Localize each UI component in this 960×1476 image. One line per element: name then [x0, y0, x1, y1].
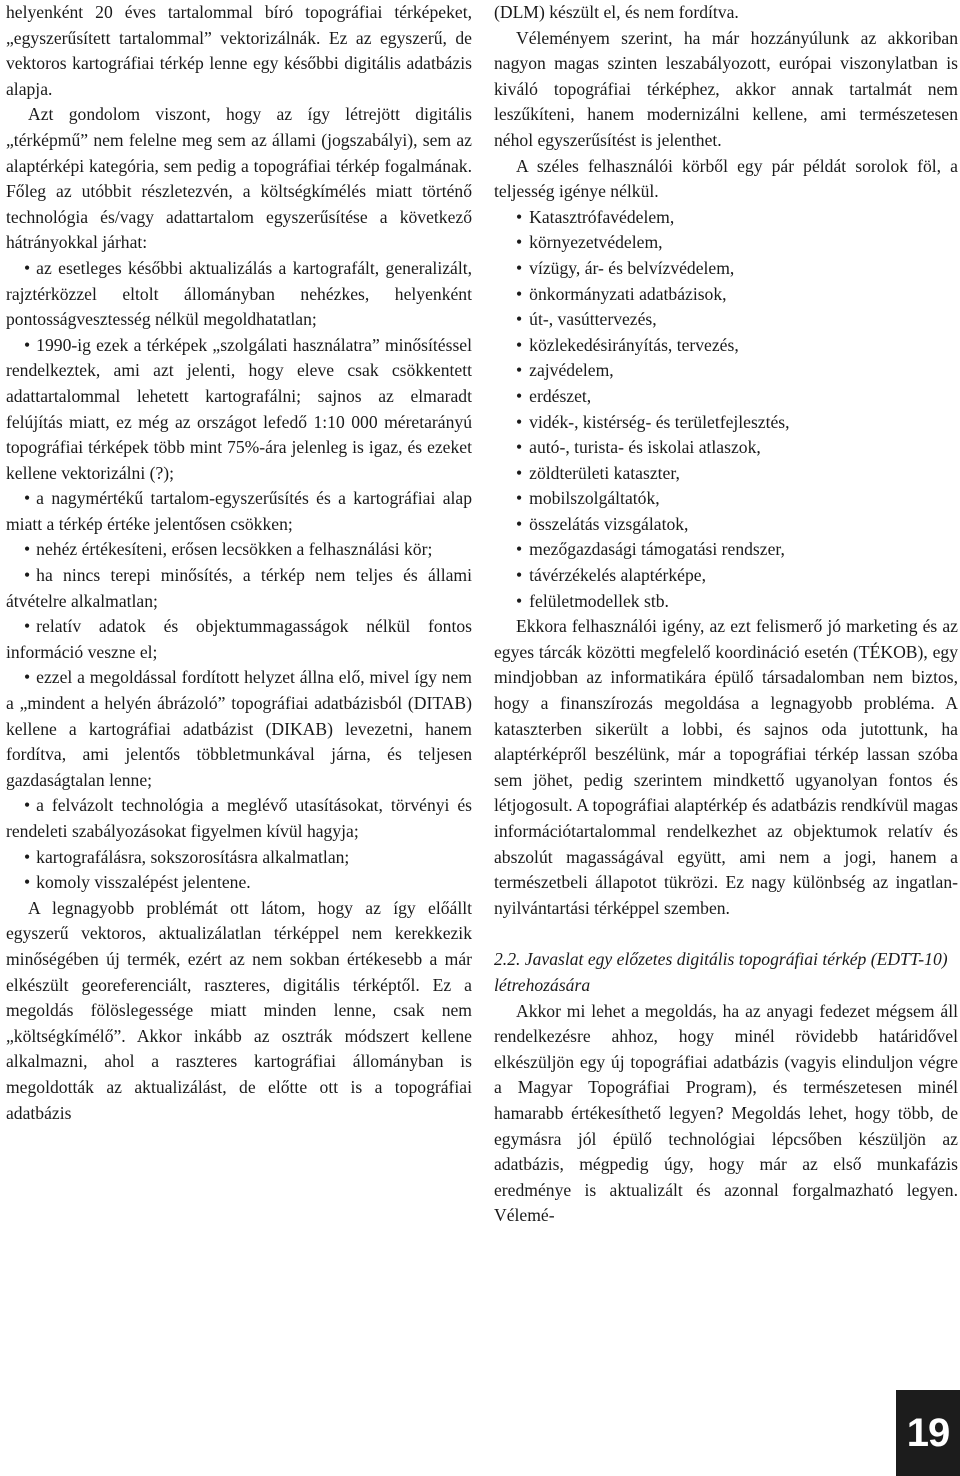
list-item	[516, 537, 958, 563]
bullet-icon: •	[516, 462, 523, 483]
bullet-icon: •	[24, 334, 31, 355]
bullet-icon: •	[516, 565, 523, 586]
bullet-item	[6, 563, 472, 614]
bullet-icon: •	[516, 232, 523, 253]
paragraph: A legnagyobb problémát ott látom, hogy az így előállt egyszerű vektoros, aktualizálatlan térképpel nem kerekkezik minőségében új termék, ezért az nem sokban értékesebb a már elkészült georeferenciált, raszteres, digitális térképtől. Ez a megoldás fölöslegessége miatt minden lenne, csak nem „költségkímélő”. Akkor inkább az osztrák módszert kellene alkalmazni, ahol a raszteres kartográfiai állományban is megoldották az aktualizálást, de előtte ott is a topográfiai adatbázis	[6, 897, 472, 1123]
paragraph: Akkor mi lehet a megoldás, ha az anyagi fedezet mégsem áll rendelkezésre ahhoz, hogy minél rövidebb határidővel elkészüljön egy új topográfiai adatbázis (vagyis elinduljon végre a Magyar Topográfiai Program), és természetesen minél hamarabb értékesíthető legyen? Megoldás lehet, hogy több, de egymásra jól épülő technológiai lépcsőben készüljön az adatbázis, mégpedig úgy, hogy már az első munkafázis eredménye is aktualizált és azonnal forgalmazható legyen. Vélemé-	[494, 1000, 958, 1226]
list-item	[516, 333, 958, 359]
bullet-icon: •	[24, 795, 31, 816]
bullet-text: komoly visszalépést jelentene.	[36, 872, 251, 893]
list-item-text: Katasztrófavédelem,	[529, 206, 675, 227]
list-item	[516, 256, 958, 282]
list-item-text: vízügy, ár- és belvízvédelem,	[529, 257, 735, 278]
section-heading: 2.2. Javaslat egy előzetes digitális topográfiai térkép (EDTT-10) létrehozására	[494, 949, 948, 995]
bullet-item	[6, 333, 472, 487]
bullet-text: az esetleges későbbi aktualizálás a kartografált, generalizált, rajztérközzel eltolt állományban nehézkes, helyenként pontosságvesztesség nélkül megoldhatatlan;	[6, 257, 472, 330]
bullet-icon: •	[516, 206, 523, 227]
paragraph: Véleményem szerint, ha már hozzányúlunk az akkoriban nagyon magas szinten leszabályozott, európai viszonylatban is kiváló topográfiai térképhez, akkor annak tartalmát nem leszűkíteni, hanem modernizálni kellene, ami természetesen néhol egyszerűsítést is jelenthet.	[494, 27, 958, 150]
list-item-text: távérzékelés alaptérképe,	[529, 565, 706, 586]
bullet-text: kartografálásra, sokszorosításra alkalmatlan;	[36, 846, 350, 867]
list-item-text: út-, vasúttervezés,	[529, 309, 657, 330]
list-item	[516, 358, 958, 384]
list-item-text: közlekedésirányítás, tervezés,	[529, 334, 739, 355]
left-column	[6, 0, 472, 1126]
bullet-icon: •	[516, 283, 523, 304]
list-item-text: zajvédelem,	[529, 360, 614, 381]
bullet-icon: •	[516, 257, 523, 278]
bullet-icon: •	[24, 846, 31, 867]
list-item-text: autó-, turista- és iskolai atlaszok,	[529, 437, 761, 458]
bullet-text: a nagymértékű tartalom-egyszerűsítés és a kartográfiai alap miatt a térkép értéke jelentősen csökken;	[6, 488, 472, 534]
list-item-text: mezőgazdasági támogatási rendszer,	[529, 539, 785, 560]
usage-list	[494, 205, 958, 615]
list-item-text: önkormányzati adatbázisok,	[529, 283, 727, 304]
list-item-text: mobilszolgáltatók,	[529, 488, 660, 509]
paragraph: A széles felhasználói körből egy pár példát sorolok föl, a teljesség igénye nélkül.	[494, 155, 958, 202]
bullet-icon: •	[516, 437, 523, 458]
bullet-item	[6, 845, 472, 871]
list-item	[516, 461, 958, 487]
bullet-list	[6, 256, 472, 896]
paragraph: (DLM) készült el, és nem fordítva.	[494, 2, 739, 22]
bullet-item	[6, 256, 472, 333]
bullet-icon: •	[516, 334, 523, 355]
list-item	[516, 512, 958, 538]
bullet-item	[6, 614, 472, 665]
list-item-text: zöldterületi kataszter,	[529, 462, 680, 483]
bullet-icon: •	[24, 539, 31, 560]
list-item	[516, 589, 958, 615]
list-item	[516, 205, 958, 231]
right-column	[494, 0, 958, 1229]
list-item	[516, 410, 958, 436]
bullet-icon: •	[516, 411, 523, 432]
list-item	[516, 230, 958, 256]
bullet-icon: •	[516, 539, 523, 560]
bullet-text: ezzel a megoldással fordított helyzet állna elő, mivel így nem a „mindent a helyén ábrázoló” topográfiai adatbázisból (DITAB) kellene a kartográfiai adatbázist (DIKAB) levezetni, hanem fordítva, ami jelentős többletmunkával járna, és teljesen gazdaságtalan lenne;	[6, 667, 472, 790]
list-item-text: vidék-, kistérség- és területfejlesztés,	[529, 411, 790, 432]
list-item-text: környezetvédelem,	[529, 232, 663, 253]
bullet-text: 1990-ig ezek a térképek „szolgálati használatra” minősítéssel rendelkeztek, ami azt jelenti, hogy eleve csak csökkentett adattartalommal lehetett kartografálni; sajnos az elmaradt felújítás miatt, ez még az országot lefedő 1:10 000 méretarányú topográfiai térképek több mint 75%-ára jelenleg is igaz, és ezeket kellene vektorizálni (?);	[6, 334, 472, 483]
bullet-icon: •	[516, 309, 523, 330]
list-item-text: felületmodellek stb.	[529, 590, 669, 611]
bullet-item	[6, 486, 472, 537]
list-item-text: erdészet,	[529, 385, 592, 406]
bullet-icon: •	[24, 872, 31, 893]
bullet-item	[6, 665, 472, 793]
bullet-item	[6, 870, 472, 896]
bullet-text: nehéz értékesíteni, erősen lecsökken a felhasználási kör;	[36, 539, 433, 560]
bullet-icon: •	[24, 488, 31, 509]
bullet-icon: •	[516, 360, 523, 381]
list-item	[516, 435, 958, 461]
bullet-icon: •	[516, 488, 523, 509]
paragraph: helyenként 20 éves tartalommal bíró topográfiai térképeket, „egyszerűsített tartalommal” vektorizálnák. Ez az egyszerű, de vektoros kartográfiai térkép lenne egy későbbi digitális adatbázis alapja.	[6, 2, 472, 99]
list-item-text: összelátás vizsgálatok,	[529, 513, 689, 534]
bullet-icon: •	[516, 590, 523, 611]
list-item	[516, 282, 958, 308]
bullet-icon: •	[24, 565, 31, 586]
bullet-icon: •	[24, 667, 31, 688]
bullet-item	[6, 793, 472, 844]
list-item	[516, 384, 958, 410]
bullet-icon: •	[516, 385, 523, 406]
list-item	[516, 307, 958, 333]
bullet-icon: •	[516, 513, 523, 534]
bullet-item	[6, 537, 472, 563]
bullet-text: a felvázolt technológia a meglévő utasításokat, törvényi és rendeleti szabályozásokat figyelmen kívül hagyja;	[6, 795, 472, 841]
list-item	[516, 563, 958, 589]
bullet-icon: •	[24, 616, 31, 637]
page-number: 19	[896, 1390, 960, 1476]
bullet-text: ha nincs terepi minősítés, a térkép nem teljes és állami átvételre alkalmatlan;	[6, 565, 472, 611]
list-item	[516, 486, 958, 512]
bullet-text: relatív adatok és objektummagasságok nélkül fontos információ veszne el;	[6, 616, 472, 662]
paragraph: Azt gondolom viszont, hogy az így létrejött digitális „térképmű” nem felelne meg sem az állami (jogszabályi), sem az alaptérképi kategória, sem pedig a topográfiai térkép fogalmának. Főleg az utóbbit részletezvén, a költségkímélés miatt történő technológia és/vagy adattartalom egyszerűsítése a következő hátrányokkal járhat:	[6, 104, 472, 253]
paragraph: Ekkora felhasználói igény, az ezt felismerő jó marketing és az egyes tárcák közötti megfelelő koordináció esetén (TÉKOB), egy mindjobban az informatikára épülő társadalomban nem biztos, hogy a finanszírozás megoldása a legnagyobb probléma. A kataszterben sikerült a lobbi, és sajnos oda jutottunk, ha alaptérképről beszélünk, már a topográfiai térkép lassan szóba sem jöhet, pedig szerintem mindkettő ugyanolyan fontos és létjogosult. A topográfiai alaptérkép és adatbázis rendkívül magas információtartalommal rendelkezhet az objektumok relatív és abszolút magasságával együtt, ami nem a jogi, hanem a természetbeli állapotot tükrözi. Ez nagy különbség az ingatlan-nyilvántartási térképpel szemben.	[494, 616, 958, 918]
bullet-icon: •	[24, 257, 31, 278]
